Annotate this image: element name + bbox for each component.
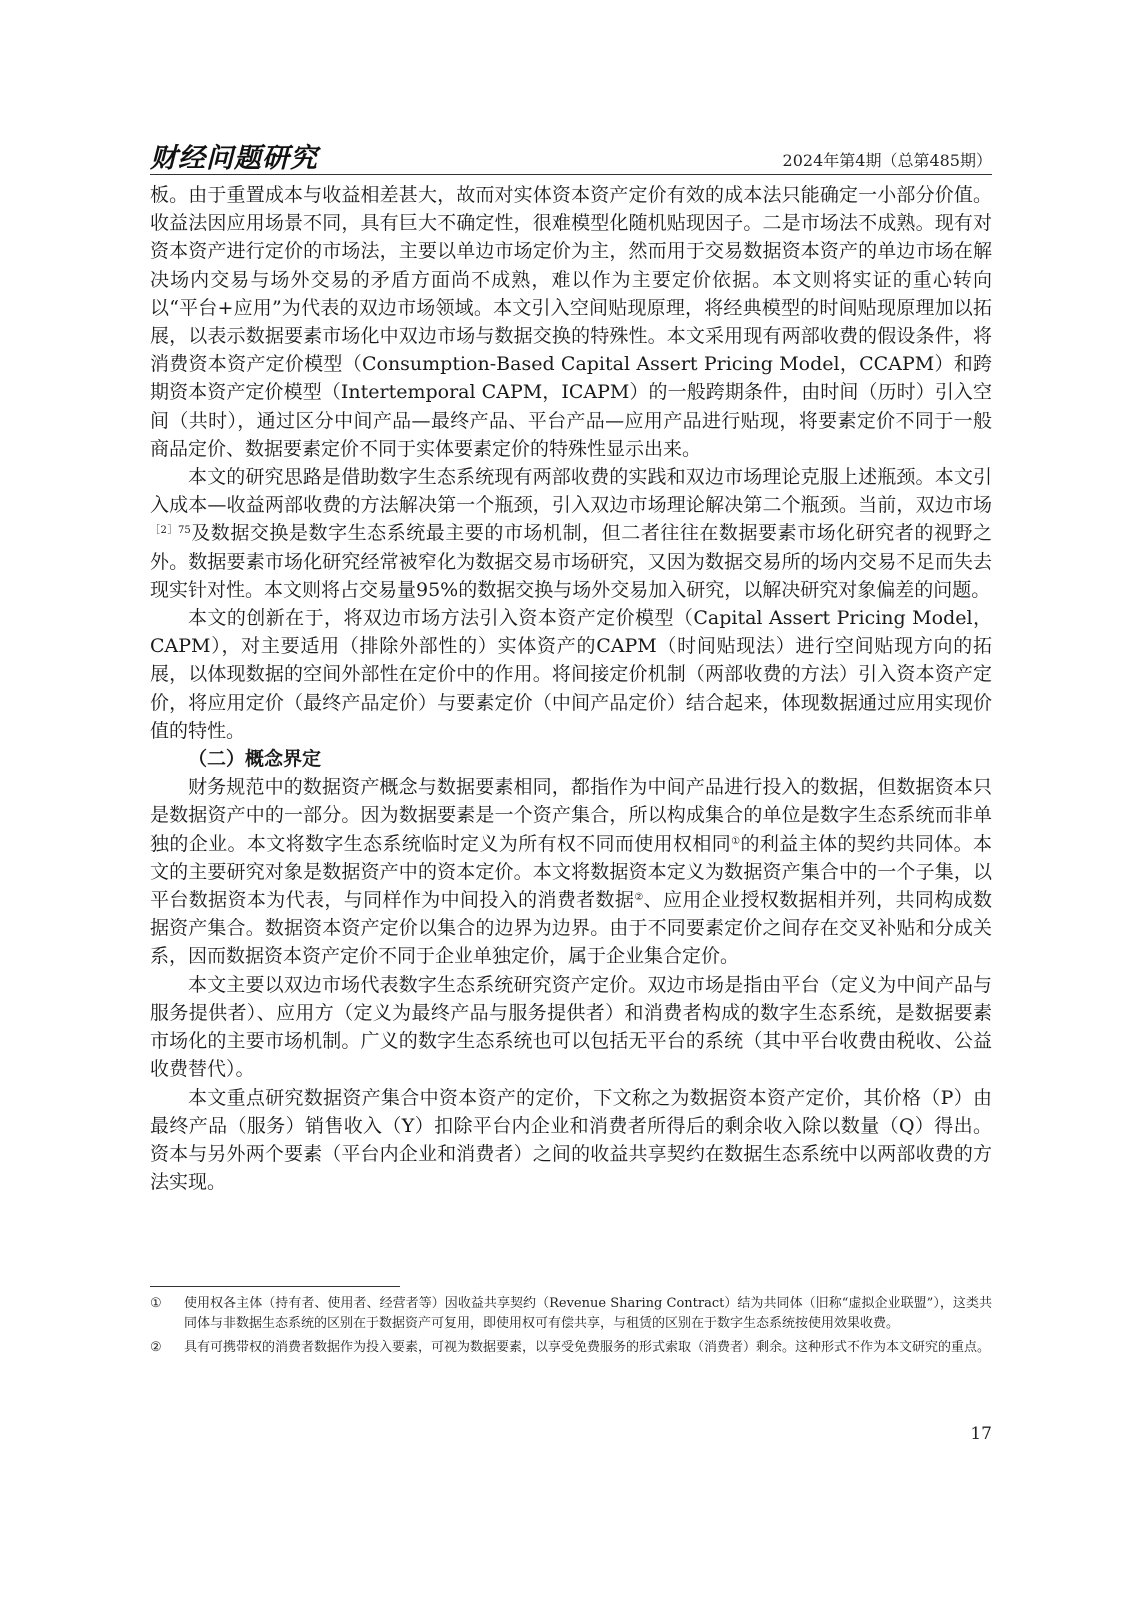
footnote-2 bbox=[150, 1338, 992, 1358]
paragraph-5: 本文主要以双边市场代表数字生态系统研究资产定价。双边市场是指由平台（定义为中间产品与服务提供者）、应用方（定义为最终产品与服务提供者）和消费者构成的数字生态系统，是数据要素市场化的主要市场机制。广义的数字生态系统也可以包括无平台的系统（其中平台收费由税收、公益收费替代）。 bbox=[150, 973, 992, 1081]
page-header bbox=[150, 136, 992, 176]
footnote-ref-2[interactable]: ② bbox=[634, 892, 644, 904]
issue-info: 2024年第4期（总第485期） bbox=[782, 151, 992, 170]
paragraph-4-part-c: 、应用企业授权数据相并列，共同构成数据资产集合。数据资本资产定价以集合的边界为边界。由于不同要素定价之间存在交叉补贴和分成关系，因而数据资本资产定价不同于企业单独定价，属于企业集合定价。 bbox=[150, 889, 992, 968]
footnote-1 bbox=[150, 1294, 992, 1334]
footnote-1-mark: ① bbox=[150, 1296, 162, 1311]
footnotes bbox=[150, 1294, 992, 1362]
footnote-ref-1[interactable]: ① bbox=[731, 835, 741, 847]
citation-ref: ［2］75 bbox=[150, 525, 191, 537]
footnote-rule bbox=[150, 1286, 400, 1287]
paragraph-4-part-a: 财务规范中的数据资产概念与数据要素相同，都指作为中间产品进行投入的数据，但数据资本只是数据资产中的一部分。因为数据要素是一个资产集合，所以构成集合的单位是数字生态系统而非单独的企业。本文将数字生态系统临时定义为所有权不同而使用权相同 bbox=[150, 776, 992, 855]
paragraph-2-part-a: 本文的研究思路是借助数字生态系统现有两部收费的实践和双边市场理论克服上述瓶颈。本文引入成本—收益两部收费的方法解决第一个瓶颈，引入双边市场理论解决第二个瓶颈。当前，双边市场 bbox=[150, 466, 992, 517]
header-rule bbox=[150, 174, 992, 175]
footnote-1-text: 使用权各主体（持有者、使用者、经营者等）因收益共享契约（Revenue Sharing Contract）结为共同体（旧称“虚拟企业联盟”），这类共同体与非数据生态系统的区别在于数据资产可复用，即使用权可有偿共享，与租赁的区别在于数字生态系统按使用效果收费。 bbox=[184, 1296, 992, 1331]
page-number: 17 bbox=[970, 1424, 992, 1444]
paragraph-2 bbox=[150, 463, 992, 604]
paragraph-1: 板。由于重置成本与收益相差甚大，故而对实体资本资产定价有效的成本法只能确定一小部分价值。收益法因应用场景不同，具有巨大不确定性，很难模型化随机贴现因子。二是市场法不成熟。现有对资本资产进行定价的市场法，主要以单边市场定价为主，然而用于交易数据资本资产的单边市场在解决场内交易与场外交易的矛盾方面尚不成熟，难以作为主要定价依据。本文则将实证的重心转向以“平台+应用”为代表的双边市场领域。本文引入空间贴现原理，将经典模型的时间贴现原理加以拓展，以表示数据要素市场化中双边市场与数据交换的特殊性。本文采用现有两部收费的假设条件，将消费资本资产定价模型（Consumption-Based Capital Assert Pricing Model，CCAPM）和跨期资本资产定价模型（Intertemporal CAPM，ICAPM）的一般跨期条件，由时间（历时）引入空间（共时），通过区分中间产品—最终产品、平台产品—应用产品进行贴现，将要素定价不同于一般商品定价、数据要素定价不同于实体要素定价的特殊性显示出来。 bbox=[150, 184, 992, 460]
main-text bbox=[150, 181, 992, 1196]
paragraph-6: 本文重点研究数据资产集合中资本资产的定价，下文称之为数据资本资产定价，其价格（P）由最终产品（服务）销售收入（Y）扣除平台内企业和消费者所得后的剩余收入除以数量（Q）得出。资本与另外两个要素（平台内企业和消费者）之间的收益共享契约在数据生态系统中以两部收费的方法实现。 bbox=[150, 1086, 992, 1194]
footnote-2-mark: ② bbox=[150, 1340, 162, 1355]
journal-title: 财经问题研究 bbox=[150, 143, 318, 174]
section-heading: （二）概念界定 bbox=[188, 748, 322, 771]
paragraph-4-part-b: 的利益主体的契约共同体。本文的主要研究对象是数据资产中的资本定价。本文将数据资本定义为数据资产集合中的一个子集，以平台数据资本为代表，与同样作为中间投入的消费者数据 bbox=[150, 832, 992, 912]
footnote-2-text: 具有可携带权的消费者数据作为投入要素，可视为数据要素，以享受免费服务的形式索取（消费者）剩余。这种形式不作为本文研究的重点。 bbox=[184, 1340, 991, 1355]
paragraph-4 bbox=[150, 773, 992, 970]
paragraph-3: 本文的创新在于，将双边市场方法引入资本资产定价模型（Capital Assert Pricing Model，CAPM），对主要适用（排除外部性的）实体资产的CAPM（时间贴现法）进行空间贴现方向的拓展，以体现数据的空间外部性在定价中的作用。将间接定价机制（两部收费的方法）引入资本资产定价，将应用定价（最终产品定价）与要素定价（中间产品定价）结合起来，体现数据通过应用实现价值的特性。 bbox=[150, 607, 992, 742]
paragraph-2-part-b: 及数据交换是数字生态系统最主要的市场机制，但二者往往在数据要素市场化研究者的视野之外。数据要素市场化研究经常被窄化为数据交易市场研究，又因为数据交易所的场内交易不足而失去现实针对性。本文则将占交易量95%的数据交换与场外交易加入研究，以解决研究对象偏差的问题。 bbox=[150, 522, 992, 601]
